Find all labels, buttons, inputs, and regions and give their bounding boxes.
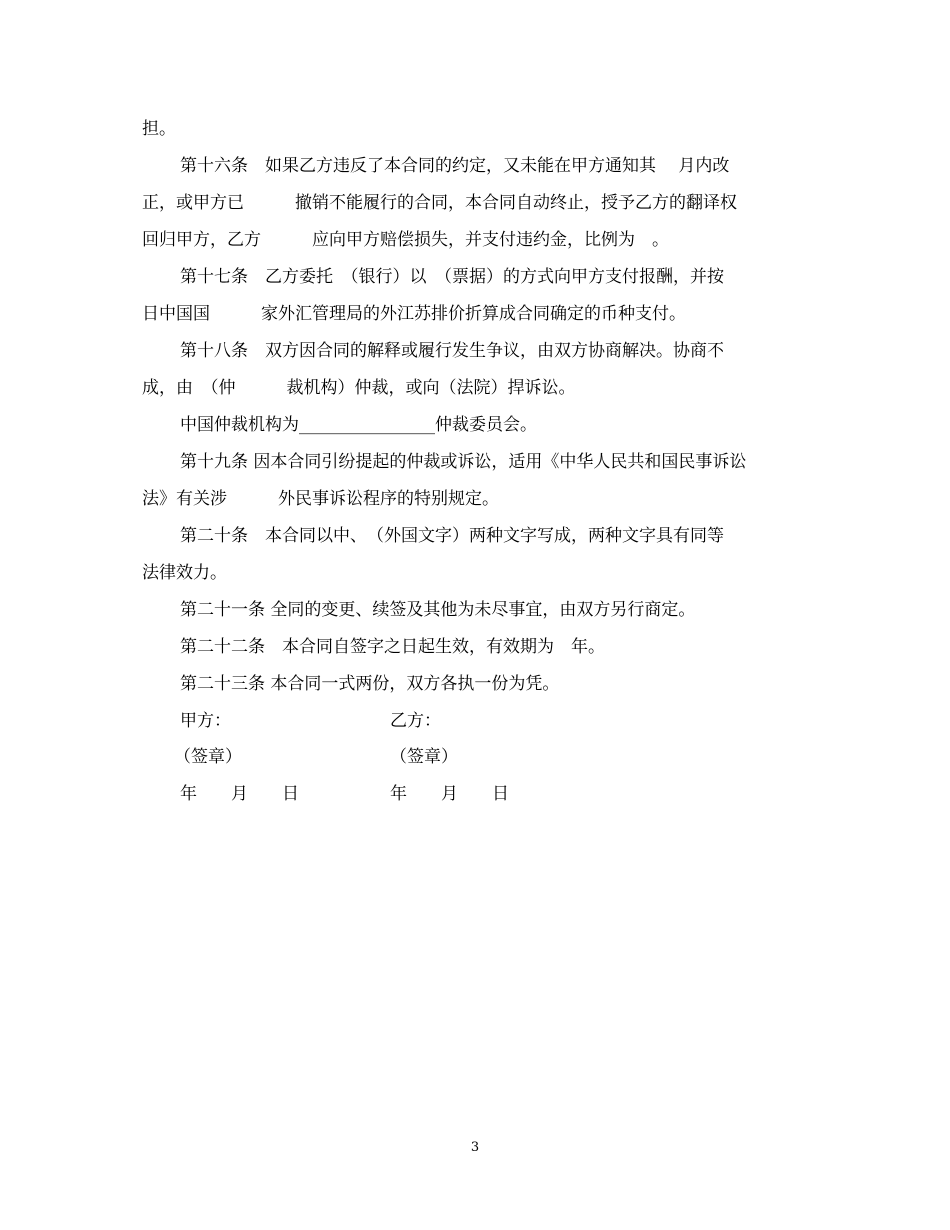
clause-16-line-2: 正，或甲方已 撤销不能履行的合同，本合同自动终止，授予乙方的翻译权: [142, 193, 737, 213]
clause-18-line-2: 成，由 （仲 裁机构）仲裁，或向（法院）捍诉讼。: [142, 378, 576, 398]
clause-19-line-2: 法》有关涉 外民事诉讼程序的特别规定。: [142, 489, 499, 509]
party-a-date: 年 月 日: [180, 784, 299, 804]
clause-17-line-2: 日中国国 家外汇管理局的外江苏排价折算成合同确定的币种支付。: [142, 304, 686, 324]
party-a-seal: （签章）: [174, 747, 242, 767]
clause-18-line-1: 第十八条 双方因合同的解释或履行发生争议，由双方协商解决。协商不: [180, 341, 724, 361]
party-a-label: 甲方：: [180, 711, 231, 731]
clause-16-line-1: 第十六条 如果乙方违反了本合同的约定，又未能在甲方通知其 月内改: [180, 156, 730, 176]
party-b-date: 年 月 日: [390, 784, 509, 804]
party-b-seal: （签章）: [390, 747, 458, 767]
clause-22-line: 第二十二条 本合同自签字之日起生效，有效期为 年。: [180, 637, 605, 657]
page-number: 3: [470, 1140, 480, 1155]
clause-19-line-1: 第十九条 因本合同引纷提起的仲裁或诉讼，适用《中华人民共和国民事诉讼: [180, 452, 747, 472]
clause-20-line-2: 法律效力。: [142, 563, 227, 583]
clause-16-line-3: 回归甲方，乙方 应向甲方赔偿损失，并支付违约金，比例为 。: [142, 230, 669, 250]
paragraph-line: 担。: [142, 119, 176, 139]
clause-21-line: 第二十一条 全同的变更、续签及其他为未尽事宜，由双方另行商定。: [180, 600, 696, 620]
party-b-label: 乙方：: [390, 711, 441, 731]
clause-20-line-1: 第二十条 本合同以中、 （外国文字）两种文字写成，两种文字具有同等: [180, 526, 724, 546]
clause-17-line-1: 第十七条 乙方委托 （银行）以 （票据）的方式向甲方支付报酬，并按: [180, 267, 724, 287]
clause-23-line: 第二十三条 本合同一式两份，双方各执一份为凭。: [180, 674, 560, 694]
arbitration-institution-line: 中国仲裁机构为________________仲裁委员会。: [180, 415, 537, 435]
